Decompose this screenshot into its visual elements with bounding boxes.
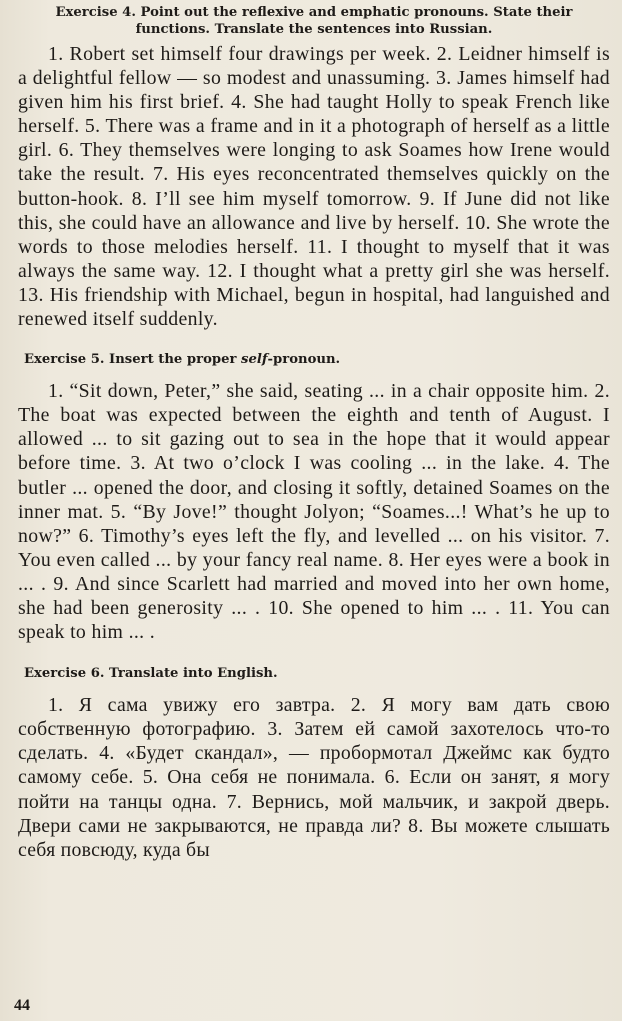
exercise-5-heading-italic: self xyxy=(241,352,268,368)
exercise-4-body: 1. Robert set himself four drawings per week. 2. Leidner himself is a delightful fellow — so modest and unassuming. 3. James himself had given him his first brief. 4. She had taught Holly to speak French like herself. 5. There was a frame and in it a photograph of herself as a little girl. 6. They themselves were longing to ask Soames how Irene would take the result. 7. His eyes reconcentrated themselves quickly on the button-hook. 8. I’ll see him myself tomorrow. 9. If June did not like this, she could have an allowance and live by herself. 10. She wrote the words to those melodies herself. 11. I thought to myself that it was always the same way. 12. I thought what a pretty girl she was herself. 13. His friendship with Michael, begun in hospital, had languished and renewed itself suddenly. xyxy=(18,43,610,331)
exercise-4-heading: Exercise 4. Point out the reflexive and emphatic pronouns. State their functions. Translate the sentences into Russian. xyxy=(55,5,573,37)
exercise-6-heading: Exercise 6. Translate into English. xyxy=(24,666,278,682)
exercise-5-body: 1. “Sit down, Peter,” she said, seating ... in a chair opposite him. 2. The boat was expected between the eighth and tenth of August. I allowed ... to sit gazing out to sea in the hope that it would appear before time. 3. At two o’clock I was cooling ... in the lake. 4. The butler ... opened the door, and closing it softly, detained Soames on the inner mat. 5. “By Jove!” thought Jolyon; “Soames...! What’s he up to now?” 6. Timothy’s eyes left the fly, and levelled ... on his visitor. 7. You even called ... by your fancy real name. 8. Her eyes were a book in ... . 9. And since Scarlett had married and moved into her own home, she had been generosity ... . 10. She opened to him ... . 11. You can speak to him ... . xyxy=(18,380,610,644)
page-number: 44 xyxy=(14,997,30,1014)
exercise-6-body: 1. Я сама увижу его завтра. 2. Я могу вам дать свою собственную фотографию. 3. Затем ей самой захотелось что-то сделать. 4. «Будет скандал», — пробормотал Джеймс как будто самому себе. 5. Она себя не понимала. 6. Если он занят, я могу пойти на танцы одна. 7. Вернись, мой мальчик, и закрой дверь. Двери сами не закрываются, не правда ли? 8. Вы можете слышать себя повсюду, куда бы xyxy=(18,694,610,861)
exercise-5-heading-suffix: -pronoun. xyxy=(267,352,341,368)
exercise-5-heading xyxy=(24,351,610,368)
exercise-5-heading-prefix: Exercise 5. Insert the proper xyxy=(24,352,242,368)
